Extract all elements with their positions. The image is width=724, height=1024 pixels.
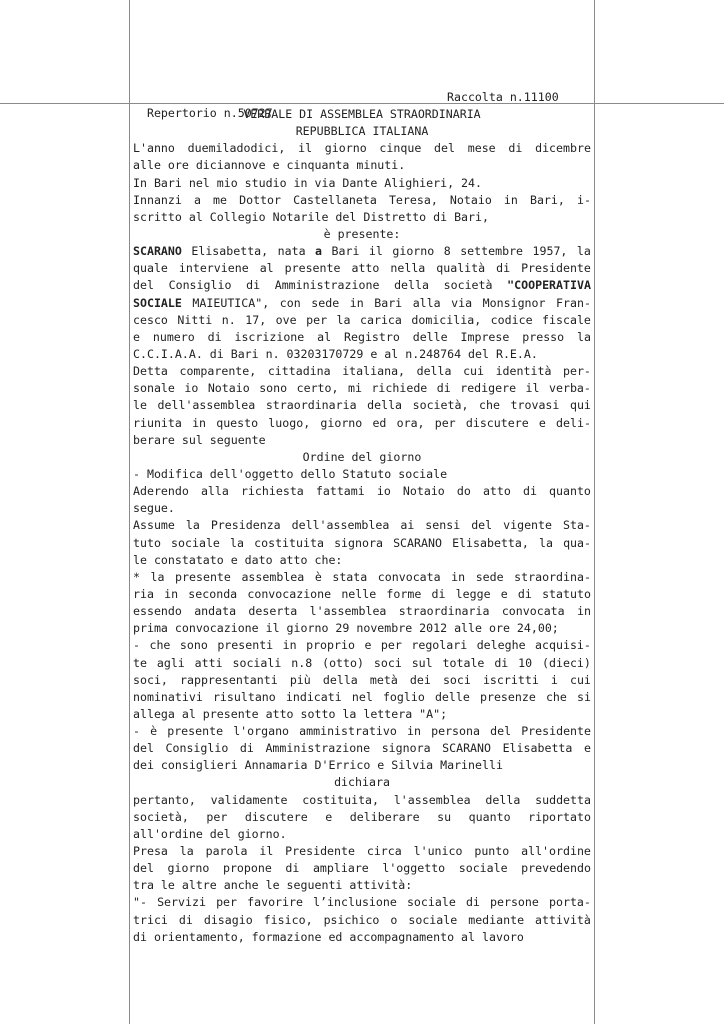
document-line: - Modifica dell'oggetto dello Statuto sociale <box>133 466 448 481</box>
document-line: pertanto, validamente costituita, l'assemblea della suddetta <box>133 792 591 807</box>
document-line: tuto sociale la costituita signora SCARANO Elisabetta, la qua- <box>133 535 591 550</box>
repertorio-number: Repertorio n.50727 <box>146 106 273 120</box>
document-line: le constatato e dato atto che: <box>133 552 343 567</box>
document-line: del giorno propone di ampliare l'oggetto sociale prevedendo <box>133 861 591 876</box>
document-line: allega al presente atto sotto la lettera "A"; <box>133 706 448 721</box>
document-line: riunita in questo luogo, giorno ed ora, per discutere e deli- <box>133 415 591 430</box>
document-line: nominativi risultano indicati nel foglio delle presenze che si <box>133 689 591 704</box>
left-margin-line <box>129 0 130 1024</box>
document-body <box>133 106 591 946</box>
raccolta-number: Raccolta n.11100 <box>447 90 559 104</box>
document-line: SOCIALE MAIEUTICA", con sede in Bari alla via Monsignor Fran- <box>133 295 591 310</box>
right-margin-line <box>594 0 595 1024</box>
document-line: all'ordine del giorno. <box>133 826 287 841</box>
document-line: dichiara <box>334 775 390 790</box>
document-line: sonale io Notaio sono certo, mi richiede di redigere il verba- <box>133 381 591 396</box>
document-line: Detta comparente, cittadina italiana, della cui identità per- <box>133 364 591 379</box>
document-line: quale interviene al presente atto nella qualità di Presidente <box>133 261 591 276</box>
document-line: le dell'assemblea straordinaria della società, che trovasi qui <box>133 398 591 413</box>
document-line: VERBALE DI ASSEMBLEA STRAORDINARIA <box>243 107 481 121</box>
document-line: del Consiglio di Amministrazione della società "COOPERATIVA <box>133 278 591 293</box>
document-line: berare sul seguente <box>133 432 266 447</box>
document-line: dei consiglieri Annamaria D'Errico e Silvia Marinelli <box>133 758 503 773</box>
document-line: prima convocazione il giorno 29 novembre 2012 alle ore 24,00; <box>133 621 559 636</box>
document-line: del Consiglio di Amministrazione signora SCARANO Elisabetta e <box>133 741 591 756</box>
document-line: ria in seconda convocazione nelle forme di legge e di statuto <box>133 586 591 601</box>
document-line: è presente: <box>323 226 401 241</box>
document-line: C.C.I.A.A. di Bari n. 03203170729 e al n.248764 del R.E.A. <box>133 346 538 361</box>
document-line: soci, rappresentanti più della metà dei soci iscritti i cui <box>133 672 591 687</box>
document-line: trici di disagio fisico, psichico o sociale mediante attività <box>133 912 591 927</box>
document-line: Aderendo alla richiesta fattami io Notaio do atto di quanto <box>133 484 591 499</box>
document-line: cesco Nitti n. 17, ove per la carica domicilia, codice fiscale <box>133 312 591 327</box>
document-line: * la presente assemblea è stata convocata in sede straordina- <box>133 569 591 584</box>
document-line: essendo andata deserta l'assemblea straordinaria convocata in <box>133 604 591 619</box>
document-line: Presa la parola il Presidente circa l'unico punto all'ordine <box>133 844 591 859</box>
document-line: - che sono presenti in proprio e per regolari deleghe acquisi- <box>133 638 591 653</box>
document-line: REPUBBLICA ITALIANA <box>295 124 429 139</box>
document-line: scritto al Collegio Notarile del Distretto di Bari, <box>133 209 489 224</box>
document-line: - è presente l'organo amministrativo in persona del Presidente <box>133 724 591 739</box>
document-line: società, per discutere e deliberare su quanto riportato <box>133 809 591 824</box>
document-line: L'anno duemiladodici, il giorno cinque del mese di dicembre <box>133 141 591 156</box>
document-line: "- Servizi per favorire l’inclusione sociale di persone porta- <box>133 895 591 910</box>
document-line: Ordine del giorno <box>302 449 422 464</box>
document-line: In Bari nel mio studio in via Dante Alighieri, 24. <box>133 175 483 190</box>
document-line: di orientamento, formazione ed accompagnamento al lavoro <box>133 929 524 944</box>
document-line: SCARANO Elisabetta, nata a Bari il giorno 8 settembre 1957, la <box>133 244 591 259</box>
document-line: alle ore diciannove e cinquanta minuti. <box>133 158 406 173</box>
document-line: tra le altre anche le seguenti attività: <box>133 878 413 893</box>
document-line: Innanzi a me Dottor Castellaneta Teresa, Notaio in Bari, i- <box>133 192 591 207</box>
document-line: Assume la Presidenza dell'assemblea ai sensi del vigente Sta- <box>133 518 591 533</box>
document-line: segue. <box>133 501 175 516</box>
document-line: te agli atti sociali n.8 (otto) soci sul totale di 10 (dieci) <box>133 655 591 670</box>
document-line: e numero di iscrizione al Registro delle Imprese presso la <box>133 329 591 344</box>
